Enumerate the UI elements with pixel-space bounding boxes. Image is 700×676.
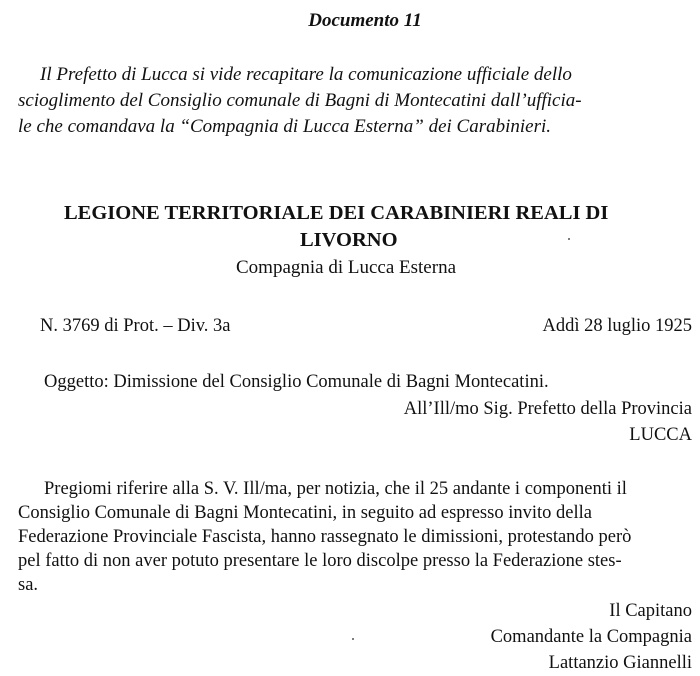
signature-title: Il Capitano <box>609 601 692 621</box>
protocol-number: N. 3769 di Prot. – Div. 3a <box>40 316 231 336</box>
subject-line: Oggetto: Dimissione del Consiglio Comunale di Bagni Montecatini. <box>44 372 549 392</box>
addressee-line-2: LUCCA <box>629 425 692 445</box>
intro-line-2: scioglimento del Consiglio comunale di Bagni di Montecatini dall’ufficia- <box>18 90 582 111</box>
body-line-5: sa. <box>18 575 39 595</box>
intro-line-1: Il Prefetto di Lucca si vide recapitare la comunicazione ufficiale dello <box>40 64 572 85</box>
intro-line-3: le che comandava la “Compagnia di Lucca Esterna” dei Carabinieri. <box>18 116 552 137</box>
scan-speck <box>352 638 354 640</box>
signature-name: Lattanzio Giannelli <box>548 653 692 673</box>
legion-title-line-1: LEGIONE TERRITORIALE DEI CARABINIERI REALI DI <box>64 202 609 224</box>
company-name: Compagnia di Lucca Esterna <box>236 257 457 278</box>
legion-title-line-2: LIVORNO <box>300 229 398 251</box>
body-line-1: Pregiomi riferire alla S. V. Ill/ma, per notizia, che il 25 andante i componenti il <box>44 479 627 499</box>
addressee-line-1: All’Ill/mo Sig. Prefetto della Provincia <box>403 399 692 419</box>
signature-role: Comandante la Compagnia <box>490 627 692 647</box>
body-line-2: Consiglio Comunale di Bagni Montecatini, in seguito ad espresso invito della <box>18 503 592 523</box>
scan-speck <box>568 238 570 240</box>
letter-date: Addì 28 luglio 1925 <box>542 316 692 336</box>
document-label: Documento 11 <box>308 10 422 31</box>
body-line-3: Federazione Provinciale Fascista, hanno rassegnato le dimissioni, protestando però <box>18 527 632 547</box>
body-line-4: pel fatto di non aver potuto presentare le loro discolpe presso la Federazione stes- <box>18 551 622 571</box>
